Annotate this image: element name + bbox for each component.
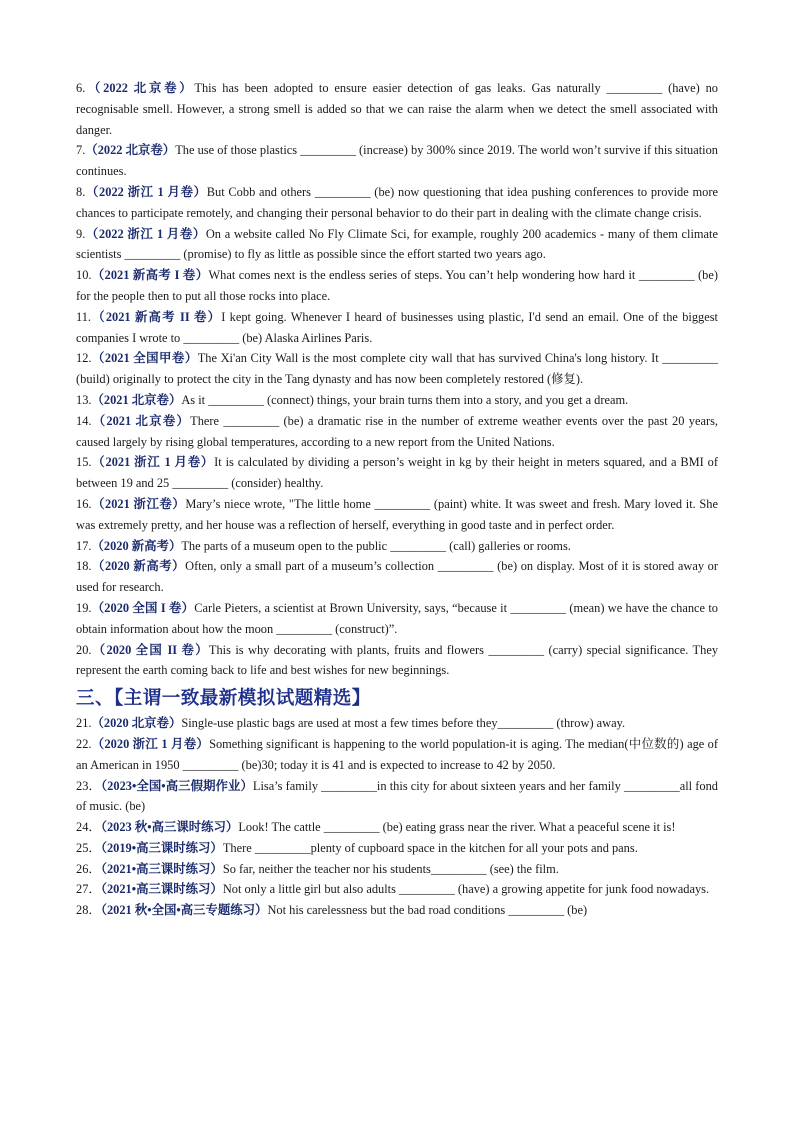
item-text: There _________plenty of cupboard space in the kitchen for all your pots and pans. xyxy=(222,840,638,855)
exercise-item xyxy=(76,776,718,818)
exercise-item xyxy=(76,734,718,776)
item-number: 8. xyxy=(76,184,86,199)
exercise-item xyxy=(76,348,718,390)
item-text: What comes next is the endless series of steps. You can’t help wondering how hard it _________ (be) for the people then to put all those rocks into place. xyxy=(76,268,719,303)
exercise-item xyxy=(76,713,718,734)
item-text: The Xi'an City Wall is the most complete city wall that has survived China's long history. It _________ (build) originally to protect the city in the Tang dynasty and has now been completely restored (修复). xyxy=(76,351,718,387)
item-number: 10. xyxy=(76,268,92,283)
item-number: 7. xyxy=(76,143,86,158)
item-source: （2021•高三课时练习） xyxy=(100,861,223,876)
item-text: I kept going. Whenever I heard of businesses using plastic, I'd send an email. One of the biggest companies I wrote to _________ (be) Alaska Airlines Paris. xyxy=(76,309,718,345)
exercise-item xyxy=(76,494,718,536)
item-source: （2021•高三课时练习） xyxy=(100,882,223,897)
item-number: 28． xyxy=(76,903,101,918)
item-number: 21. xyxy=(76,716,92,731)
item-source: （2020 全国 I 卷） xyxy=(91,600,195,615)
item-number: 24． xyxy=(76,820,101,835)
exercise-item xyxy=(76,224,718,266)
exercise-item xyxy=(76,536,718,557)
item-source: （2021 浙江卷） xyxy=(91,496,186,511)
exercise-item xyxy=(76,838,718,859)
item-number: 20. xyxy=(76,642,92,657)
item-number: 13. xyxy=(76,392,92,407)
item-text: Mary’s niece wrote, "The little home _________ (paint) white. It was sweet and fresh. Mary loved it. She was extremely pretty, and her house was a reflection of herself, everything in good taste and in perfect order. xyxy=(76,496,718,532)
item-source: （2020 北京卷） xyxy=(91,716,182,731)
exercise-list-part-two xyxy=(76,713,718,921)
item-text: Lisa’s family _________in this city for about sixteen years and her family _________all fond of music. (be) xyxy=(76,778,718,814)
section-heading: 三、【主谓一致最新模拟试题精选】 xyxy=(76,688,371,710)
item-text: This is why decorating with plants, fruits and flowers _________ (carry) special significance. They represent the earth coming back to life and best wishes for new beginnings. xyxy=(76,642,719,678)
item-text: Not his carelessness but the bad road conditions _________ (be) xyxy=(267,903,588,918)
item-text: So far, neither the teacher nor his students_________ (see) the film. xyxy=(222,861,559,876)
item-number: 15. xyxy=(76,455,92,470)
item-text: Carle Pieters, a scientist at Brown University, says, “because it _________ (mean) we have the chance to obtain information about how the moon _________ (construct)”. xyxy=(76,600,718,636)
item-number: 19. xyxy=(76,600,92,615)
item-source: （2019•高三课时练习） xyxy=(100,840,223,855)
item-source: （2022 北京卷） xyxy=(85,143,176,158)
item-source: （2021 新高考 I 卷） xyxy=(91,268,209,283)
exercise-item xyxy=(76,390,718,411)
exercise-item xyxy=(76,556,718,598)
item-number: 6. xyxy=(76,81,86,95)
item-source: （2020 全国 II 卷） xyxy=(91,642,209,657)
item-text: Look! The cattle _________ (be) eating grass near the river. What a peaceful scene it is! xyxy=(238,820,676,835)
item-source: （2020 新高考） xyxy=(91,559,186,574)
item-text: The use of those plastics _________ (increase) by 300% since 2019. The world won’t survive if this situation continues. xyxy=(76,143,718,179)
item-number: 27． xyxy=(76,882,101,897)
worksheet-page xyxy=(76,78,718,921)
item-number: 11. xyxy=(76,309,92,324)
item-number: 17. xyxy=(76,538,92,553)
exercise-item xyxy=(76,640,718,682)
item-source: （2021 全国甲卷） xyxy=(91,351,198,366)
item-source: （2022 浙江 1 月卷） xyxy=(85,184,207,199)
item-text: On a website called No Fly Climate Sci, for example, roughly 200 academics - many of them climate scientists _________ (promise) to fly as little as possible since the effort started two years ago. xyxy=(76,226,718,262)
item-text: Single-use plastic bags are used at most a few times before they_________ (throw) away. xyxy=(181,716,626,731)
item-number: 26． xyxy=(76,861,101,876)
item-number: 22. xyxy=(76,736,92,751)
item-text: As it _________ (connect) things, your brain turns them into a story, and you get a dream. xyxy=(181,392,629,407)
exercise-item xyxy=(76,307,718,349)
exercise-item xyxy=(76,140,718,182)
item-number: 23． xyxy=(76,778,101,793)
item-text: It is calculated by dividing a person’s weight in kg by their height in meters squared, and a BMI of between 19 and 25 _________ (consider) healthy. xyxy=(76,455,718,491)
exercise-item xyxy=(76,817,718,838)
item-number: 16. xyxy=(76,496,92,511)
item-text: The parts of a museum open to the public _________ (call) galleries or rooms. xyxy=(181,538,571,553)
item-number: 9. xyxy=(76,226,86,241)
item-source: （2021 秋•全国•高三专题练习） xyxy=(100,903,268,918)
item-text: Not only a little girl but also adults _________ (have) a growing appetite for junk food nowadays. xyxy=(222,882,710,897)
item-text: But Cobb and others _________ (be) now questioning that idea pushing conferences to provide more chances to participate remotely, and changing their personal behavior to do their part in dealing with the climate change crisis. xyxy=(76,184,718,220)
item-source: （2021 浙江 1 月卷） xyxy=(91,455,215,470)
item-text: Often, only a small part of a museum’s collection _________ (be) on display. Most of it is stored away or used for research. xyxy=(76,559,718,595)
exercise-item xyxy=(76,452,718,494)
item-source: （2021 新高考 II 卷） xyxy=(91,309,222,324)
item-source: （2021 北京卷） xyxy=(91,392,182,407)
exercise-item xyxy=(76,411,718,453)
item-source: （2020 浙江 1 月卷） xyxy=(91,736,210,751)
exercise-item xyxy=(76,859,718,880)
item-number: 12. xyxy=(76,351,92,366)
item-source: （2020 新高考） xyxy=(91,538,182,553)
exercise-item xyxy=(76,265,718,307)
item-number: 18. xyxy=(76,559,92,574)
item-number: 25． xyxy=(76,840,101,855)
exercise-item xyxy=(76,598,718,640)
item-source: （2023•全国•高三假期作业） xyxy=(100,778,253,793)
exercise-list-part-one xyxy=(76,78,718,681)
item-source: （2022 浙江 1 月卷） xyxy=(85,226,206,241)
item-source: （2021 北京卷） xyxy=(91,413,191,428)
item-text: There _________ (be) a dramatic rise in the number of extreme weather events over the past 20 years, caused largely by rising global temperatures, according to a new report from the United Nations. xyxy=(76,413,718,449)
item-text: This has been adopted to ensure easier detection of gas leaks. Gas naturally _________ (have) no recognisable smell. However, a strong smell is added so that we can raise the alarm when we detect the smell associated with danger. xyxy=(76,81,718,137)
exercise-item xyxy=(76,78,718,140)
exercise-item xyxy=(76,182,718,224)
item-text: Something significant is happening to the world population-it is aging. The median(中位数的) age of an American in 1950 _________ (be)30; today it is 41 and is expected to increase to 42 by 2050. xyxy=(76,736,718,772)
item-source: （2022 北京卷） xyxy=(85,81,195,95)
exercise-item xyxy=(76,900,718,921)
item-source: （2023 秋•高三课时练习） xyxy=(100,820,239,835)
exercise-item xyxy=(76,879,718,900)
item-number: 14. xyxy=(76,413,92,428)
